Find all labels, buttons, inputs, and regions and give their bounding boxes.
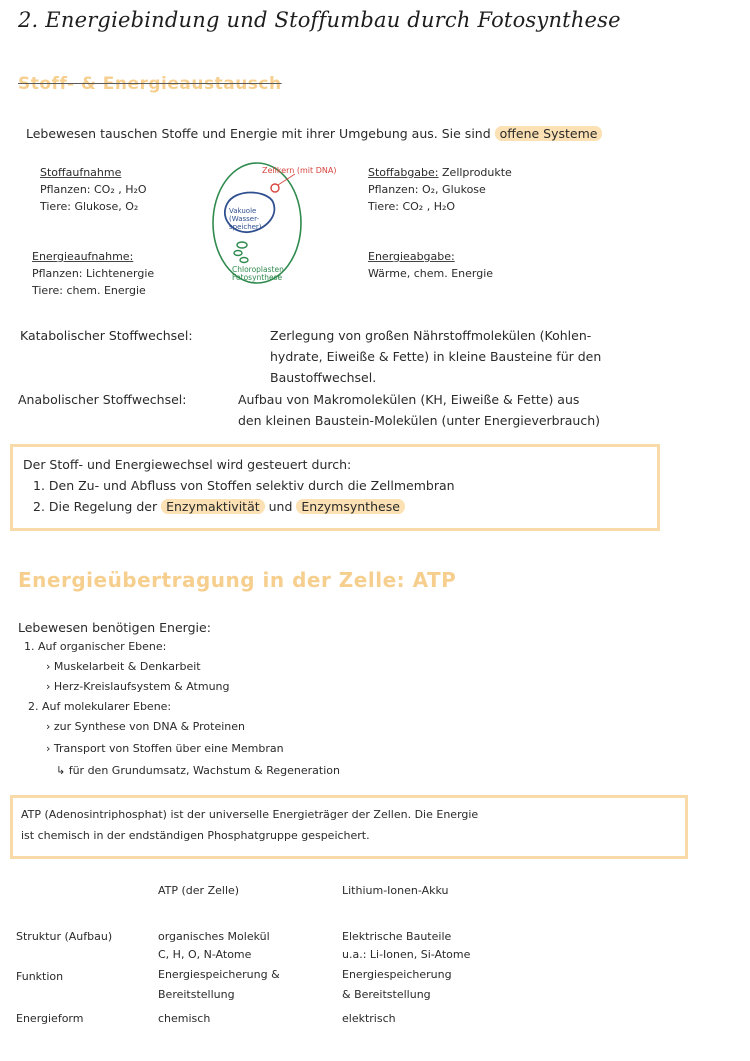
organic-level-item-b: › Herz-Kreislaufsystem & Atmung [46, 680, 230, 693]
stoffabgabe-suffix: Zellprodukte [442, 166, 512, 179]
table-cell-akku-struktur-1: Elektrische Bauteile [342, 930, 452, 943]
regulation-box [10, 444, 660, 531]
energieabgabe-block [368, 248, 493, 282]
section-heading-atp: Energieübertragung in der Zelle: ATP [18, 568, 457, 592]
table-row-label-energieform: Energieform [16, 1012, 84, 1025]
table-cell-atp-struktur-1: organisches Molekül [158, 930, 270, 943]
chloroplast-2 [234, 251, 242, 256]
table-cell-atp-funktion-2: Bereitstellung [158, 988, 235, 1001]
nucleus-label: Zellkern (mit DNA) [262, 166, 337, 175]
katabolisch-term: Katabolischer Stoffwechsel: [20, 328, 193, 343]
stoffaufnahme-pflanzen: Pflanzen: CO₂ , H₂O [40, 183, 147, 196]
enzymsynthese-mark: Enzymsynthese [296, 499, 405, 514]
katabolisch-line3: Baustoffwechsel. [270, 370, 377, 385]
stoffabgabe-label: Stoffabgabe: [368, 166, 439, 179]
molecular-level-note: ↳ für den Grundumsatz, Wachstum & Regeneration [56, 764, 340, 777]
regulation-intro: Der Stoff- und Energiewechsel wird gesteuert durch: [23, 457, 352, 472]
energieaufnahme-tiere: Tiere: chem. Energie [32, 284, 146, 297]
chloroplast-3 [240, 258, 248, 263]
nucleus-pointer [278, 174, 295, 185]
table-header-atp: ATP (der Zelle) [158, 884, 240, 897]
atp-definition-box [10, 795, 688, 859]
organic-level-item-a: › Muskelarbeit & Denkarbeit [46, 660, 201, 673]
stoffaufnahme-block [40, 164, 147, 215]
energieabgabe-text: Wärme, chem. Energie [368, 267, 494, 280]
table-cell-atp-funktion-1: Energiespeicherung & [158, 968, 280, 981]
organic-level: 1. Auf organischer Ebene: [24, 640, 167, 653]
regulation-item-2-prefix: 2. Die Regelung der [33, 499, 158, 514]
vacuole-label: Vakuole (Wasser-speicher) [229, 207, 262, 231]
enzymaktivitaet-mark: Enzymaktivität [161, 499, 265, 514]
molecular-level-item-b: › Transport von Stoffen über eine Membran [46, 742, 284, 755]
stoffabgabe-block [368, 164, 512, 215]
anabolisch-line2: den kleinen Baustein-Molekülen (unter Energieverbrauch) [238, 413, 601, 428]
stoffaufnahme-tiere: Tiere: Glukose, O₂ [40, 200, 139, 213]
energieaufnahme-block [32, 248, 154, 299]
energieabgabe-label: Energieabgabe: [368, 250, 455, 263]
anabolisch-term: Anabolischer Stoffwechsel: [18, 392, 187, 407]
anabolisch-line1: Aufbau von Makromolekülen (KH, Eiweiße & Fette) aus [238, 392, 580, 407]
table-cell-akku-energieform: elektrisch [342, 1012, 396, 1025]
table-row-label-funktion: Funktion [16, 970, 64, 983]
atp-definition-line1: ATP (Adenosintriphosphat) ist der universelle Energieträger der Zellen. Die Energie [21, 808, 479, 821]
table-cell-akku-struktur-2: u.a.: Li-Ionen, Si-Atome [342, 948, 471, 961]
intro-text-body: Lebewesen tauschen Stoffe und Energie mit ihrer Umgebung aus. Sie sind [26, 126, 491, 141]
table-cell-atp-energieform: chemisch [158, 1012, 211, 1025]
energieaufnahme-pflanzen: Pflanzen: Lichtenergie [32, 267, 155, 280]
energieaufnahme-label: Energieaufnahme: [32, 250, 134, 263]
table-cell-atp-struktur-2: C, H, O, N-Atome [158, 948, 252, 961]
page-title: 2. Energiebindung und Stoffumbau durch Fotosynthese [18, 8, 621, 32]
table-cell-akku-funktion-2: & Bereitstellung [342, 988, 431, 1001]
regulation-item-2 [33, 497, 405, 516]
table-cell-akku-funktion-1: Energiespeicherung [342, 968, 452, 981]
chloroplast-1 [237, 242, 247, 248]
regulation-item-1: 1. Den Zu- und Abfluss von Stoffen selektiv durch die Zellmembran [33, 478, 455, 493]
energy-need-intro: Lebewesen benötigen Energie: [18, 620, 211, 635]
intro-text [26, 124, 602, 143]
stoffabgabe-pflanzen: Pflanzen: O₂, Glukose [368, 183, 486, 196]
regulation-item-2-and: und [268, 499, 293, 514]
atp-definition-line2: ist chemisch in der endständigen Phosphatgruppe gespeichert. [21, 829, 370, 842]
molecular-level-item-a: › zur Synthese von DNA & Proteinen [46, 720, 245, 733]
stoffaufnahme-label: Stoffaufnahme [40, 166, 122, 179]
stoffabgabe-header [368, 164, 512, 181]
nucleus-shape [271, 184, 279, 192]
intro-highlight: offene Systeme [495, 126, 603, 141]
stoffabgabe-tiere: Tiere: CO₂ , H₂O [368, 200, 456, 213]
chloroplast-label: Chloroplasten Fotosynthese [232, 265, 284, 282]
table-row-label-struktur: Struktur (Aufbau) [16, 930, 113, 943]
molecular-level: 2. Auf molekularer Ebene: [28, 700, 172, 713]
katabolisch-line2: hydrate, Eiweiße & Fette) in kleine Bausteine für den [270, 349, 602, 364]
section-heading-stoffaustausch: Stoff- & Energieaustausch [18, 74, 282, 94]
table-header-akku: Lithium-Ionen-Akku [342, 884, 449, 897]
katabolisch-line1: Zerlegung von großen Nährstoffmolekülen (Kohlen- [270, 328, 592, 343]
